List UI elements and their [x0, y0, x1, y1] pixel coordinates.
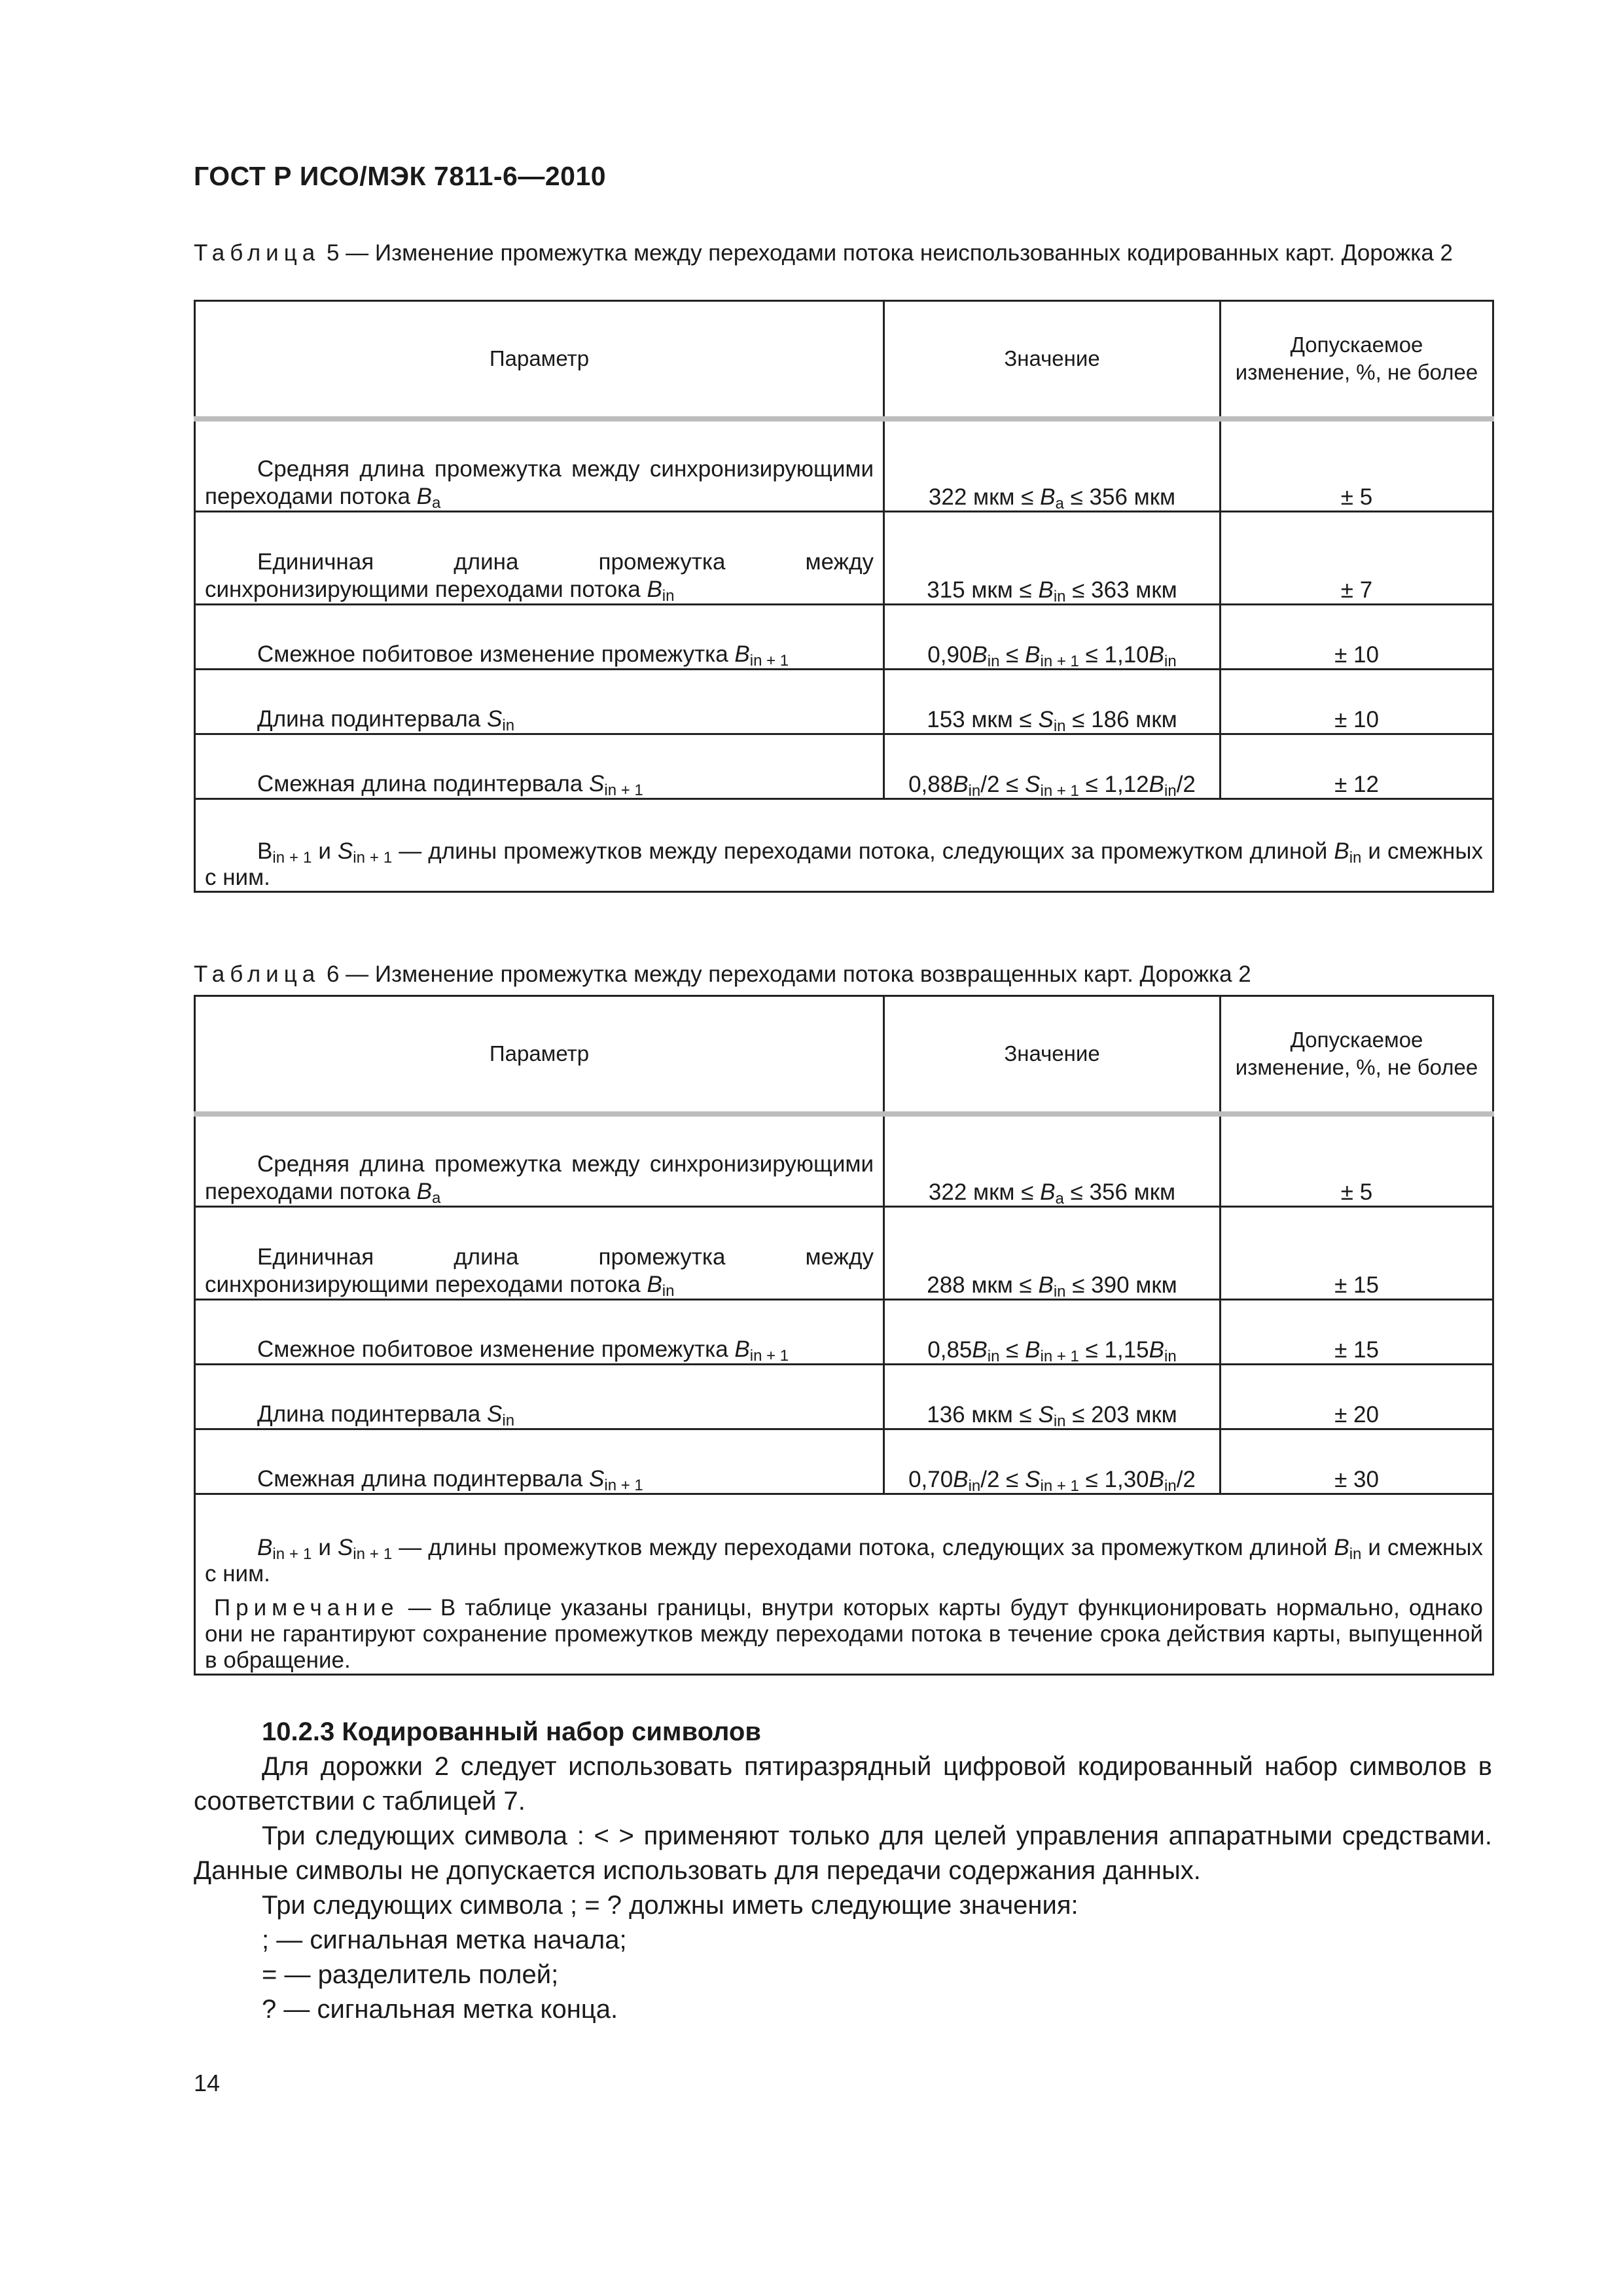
param-cell: Единичная длина промежутка между синхронизирующими переходами потока $B_{in}$: [195, 512, 884, 605]
value-cell: 322 мкм ≤ $B_a \le 356$ мкм: [884, 1114, 1221, 1207]
param-cell: Смежная длина подинтервала $S_{in + 1}$: [195, 1429, 884, 1494]
value-cell: 288 мкм ≤ $B_{in} \le 390$ мкм: [884, 1207, 1221, 1300]
table6-col-value: Значение: [884, 996, 1221, 1114]
table-row: [195, 1429, 1493, 1494]
table5-caption: [194, 238, 1492, 268]
section-paragraph-3: Три следующих символа ; = ? должны иметь следующие значения:: [262, 1891, 1079, 1920]
remark-label: Примечание: [214, 1595, 399, 1621]
param-cell: Смежное побитовое изменение промежутка $B_{in + 1}$: [195, 605, 884, 670]
section-paragraph-1: Для дорожки 2 следует использовать пятиразрядный цифровой кодированный набор символов в соответствии с таблицей 7.: [194, 1752, 1492, 1816]
table5-col-param: Параметр: [195, 301, 884, 419]
deviation-cell: ± 15: [1221, 1300, 1493, 1365]
deviation-cell: ± 5: [1221, 419, 1493, 512]
table5-note-row: [195, 799, 1493, 892]
table5-col-value: Значение: [884, 301, 1221, 419]
table6-header-row: [195, 996, 1493, 1114]
param-cell: Единичная длина промежутка между синхронизирующими переходами потока $B_{in}$: [195, 1207, 884, 1300]
value-cell: 322 мкм ≤ $B_a \le 356$ мкм: [884, 419, 1221, 512]
value-cell: 315 мкм ≤ $B_{in} \le 363$ мкм: [884, 512, 1221, 605]
deviation-cell: ± 10: [1221, 670, 1493, 734]
value-cell: $0,88B_{in}/2 \le S_{in + 1} \le 1,12B_{in}/2$: [884, 734, 1221, 799]
deviation-cell: ± 5: [1221, 1114, 1493, 1207]
param-cell: Смежное побитовое изменение промежутка $B_{in + 1}$: [195, 1300, 884, 1365]
table5-caption-text: 5 — Изменение промежутка между переходами потока неиспользованных кодированных карт. Дорожка 2: [326, 240, 1454, 266]
value-cell: $0,70B_{in}/2 \le S_{in + 1} \le 1,30B_{in}/2$: [884, 1429, 1221, 1494]
table-row: [195, 1207, 1493, 1300]
remark-text: — В таблице указаны границы, внутри которых карты будут функционировать нормально, однако они не гарантируют сохранение промежутков между переходами потока в течение срока действия карты, выпущенной в обращение.: [205, 1595, 1483, 1673]
table6: [194, 995, 1494, 1676]
table-row: [195, 1114, 1493, 1207]
section-10-2-3: [194, 1715, 1492, 2027]
table-row: [195, 1365, 1493, 1429]
table6-note: $B_{in + 1}$ и $S_{in + 1}$ — длины промежутков между переходами потока, следующих за промежутком длиной $B_{in}$ и смежных с ним. Примечание — В таблице указаны границы, внутри которых карты будут функционировать нормально, однако они не гарантируют сохранение промежутков между переходами потока в течение срока действия карты, выпущенной в обращение.: [195, 1494, 1493, 1675]
table-row: [195, 734, 1493, 799]
param-cell: Длина подинтервала $S_{in}$: [195, 1365, 884, 1429]
table6-caption-prefix: Таблица: [194, 961, 321, 987]
table6-col-deviation: Допускаемое изменение, %, не более: [1221, 996, 1493, 1114]
list-item: ; — сигнальная метка начала;: [262, 1926, 627, 1954]
param-cell: Смежная длина подинтервала $S_{in + 1}$: [195, 734, 884, 799]
deviation-cell: ± 15: [1221, 1207, 1493, 1300]
table-row: [195, 512, 1493, 605]
table6-note-row: [195, 1494, 1493, 1675]
table-row: [195, 1300, 1493, 1365]
deviation-cell: ± 10: [1221, 605, 1493, 670]
table6-col-param: Параметр: [195, 996, 884, 1114]
param-cell: Средняя длина промежутка между синхронизирующими переходами потока $B_a$: [195, 419, 884, 512]
section-paragraph-2: Три следующих символа : < > применяют только для целей управления аппаратными средствами. Данные символы не допускается использовать для передачи содержания данных.: [194, 1821, 1492, 1885]
table5-note: $B_{in + 1}$ и $S_{in + 1}$ — длины промежутков между переходами потока, следующих за промежутком длиной $B_{in}$ и смежных с ним.: [195, 799, 1493, 892]
table6-caption-text: 6 — Изменение промежутка между переходами потока возвращенных карт. Дорожка 2: [326, 961, 1251, 987]
param-cell: Средняя длина промежутка между синхронизирующими переходами потока $B_a$: [195, 1114, 884, 1207]
deviation-cell: ± 12: [1221, 734, 1493, 799]
deviation-cell: ± 7: [1221, 512, 1493, 605]
table5-caption-prefix: Таблица: [194, 240, 321, 266]
deviation-cell: ± 20: [1221, 1365, 1493, 1429]
table-row: [195, 605, 1493, 670]
table5-header-row: [195, 301, 1493, 419]
list-item: ? — сигнальная метка конца.: [262, 1995, 618, 2024]
value-cell: 136 мкм ≤ $S_{in} \le 203$ мкм: [884, 1365, 1221, 1429]
value-cell: 153 мкм ≤ $S_{in} \le 186$ мкм: [884, 670, 1221, 734]
value-cell: $0,85B_{in} \le B_{in + 1} \le 1,15B_{in}$: [884, 1300, 1221, 1365]
table6-caption: [194, 960, 1492, 989]
table5-col-deviation: Допускаемое изменение, %, не более: [1221, 301, 1493, 419]
table5: [194, 300, 1494, 893]
document-header: ГОСТ Р ИСО/МЭК 7811-6—2010: [194, 161, 607, 191]
list-item: = — разделитель полей;: [262, 1960, 559, 1989]
deviation-cell: ± 30: [1221, 1429, 1493, 1494]
section-heading: 10.2.3 Кодированный набор символов: [262, 1717, 761, 1746]
page-number: 14: [194, 2070, 221, 2096]
table-row: [195, 419, 1493, 512]
value-cell: $0,90B_{in} \le B_{in + 1} \le 1,10B_{in}$: [884, 605, 1221, 670]
table-row: [195, 670, 1493, 734]
param-cell: Длина подинтервала $S_{in}$: [195, 670, 884, 734]
